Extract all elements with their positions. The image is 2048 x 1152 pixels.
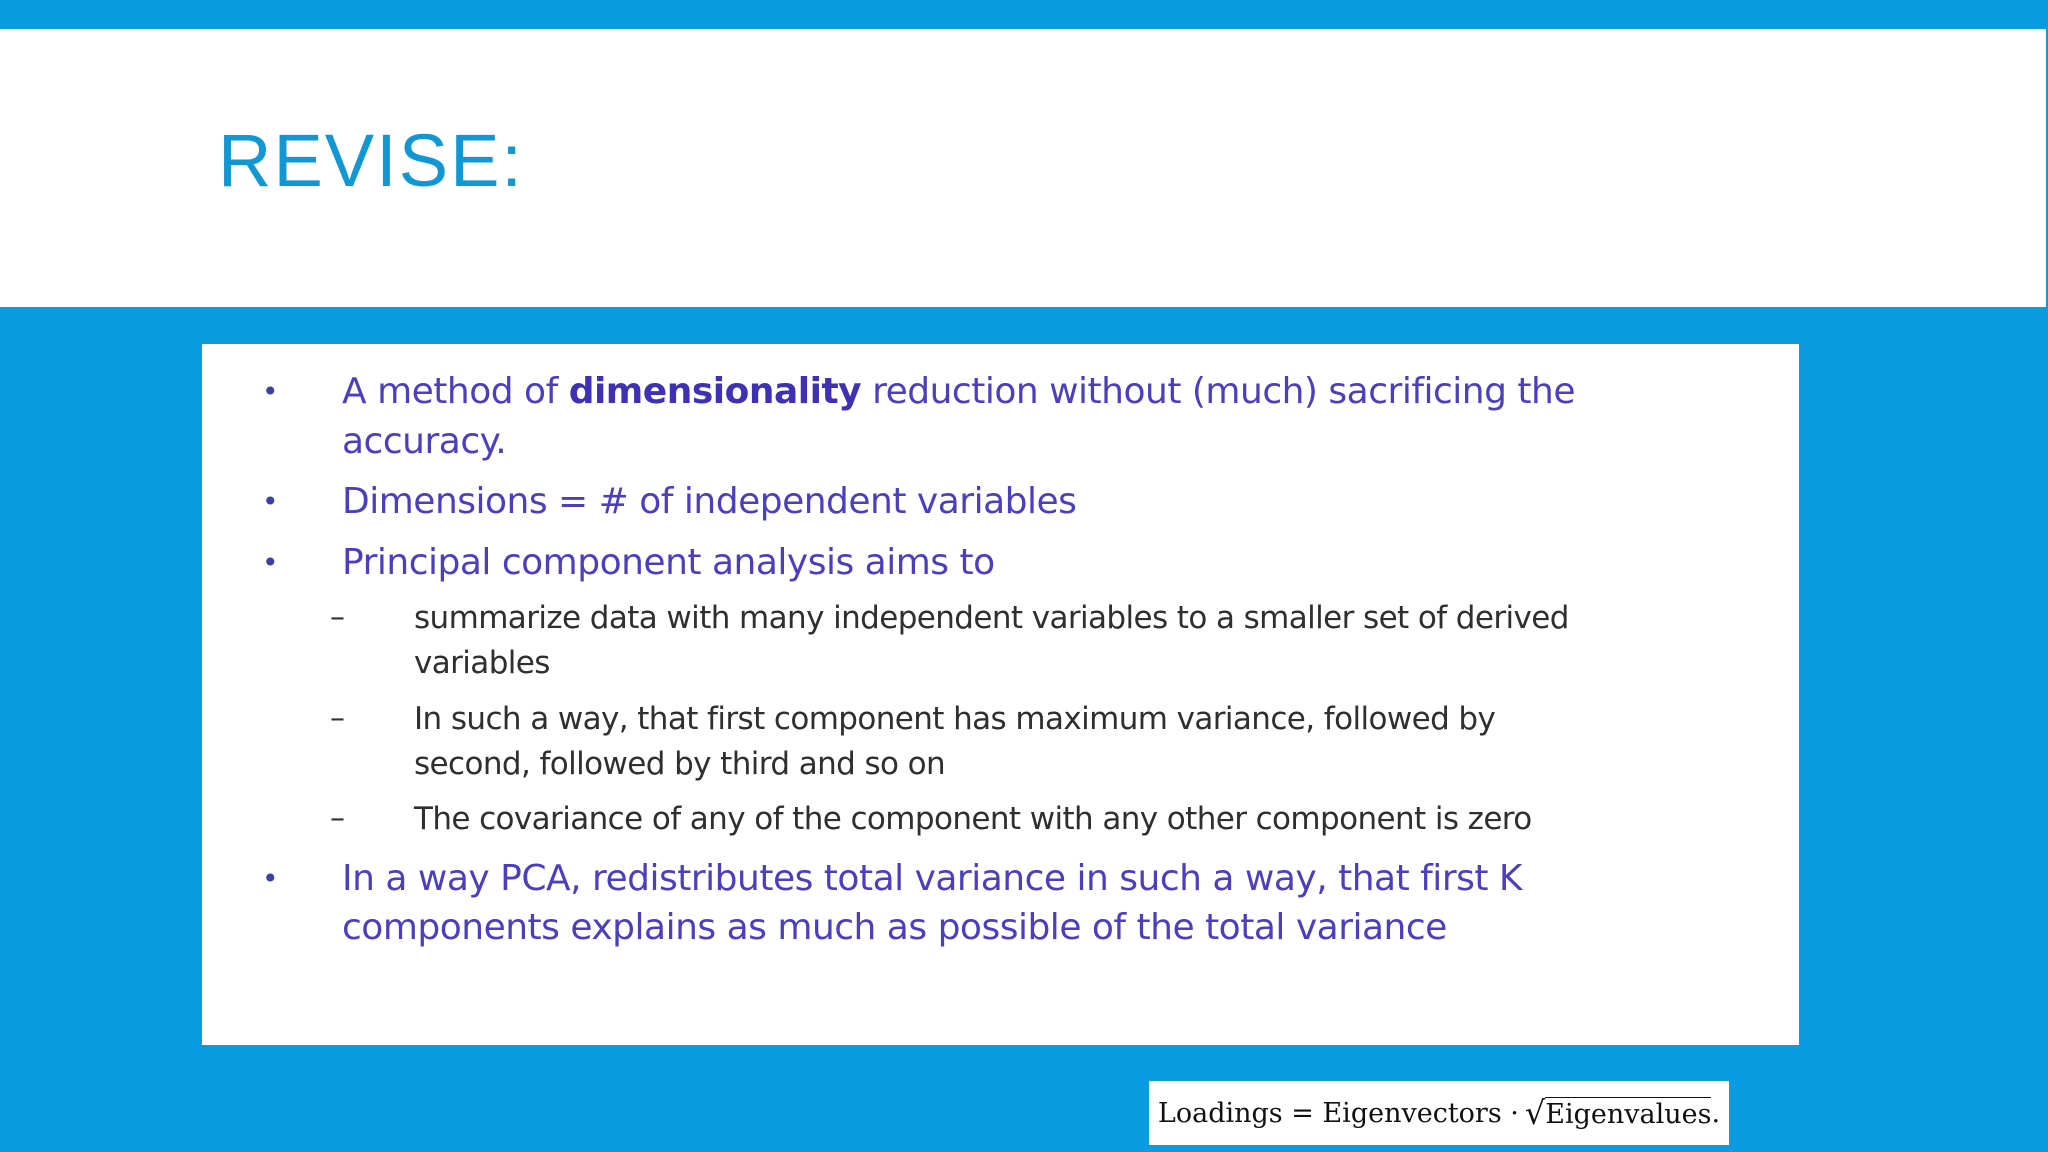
bullet-marker: • [262,546,279,579]
bullet-1-text-pre: A method of [342,371,569,412]
sub-bullet-marker: – [330,801,345,836]
bullet-marker: • [262,862,279,895]
sub-item-2-line-2: second, followed by third and so on [414,746,946,782]
sqrt-symbol: √ [1524,1094,1546,1132]
bullet-3-text: Principal component analysis aims to [342,542,995,583]
bullet-4-line-1: In a way PCA, redistributes total variance in such a way, that first K [342,858,1523,899]
bullet-1-line-2: accuracy. [342,421,507,462]
loadings-formula [1149,1081,1729,1145]
sub-bullet-marker: – [330,600,345,635]
bullet-marker: • [262,375,279,408]
formula-lhs: Loadings [1157,1097,1283,1129]
bullet-4-line-2: components explains as much as possible of the total variance [342,907,1447,948]
formula-end: . [1711,1097,1721,1129]
bullet-marker: • [262,485,279,518]
sub-item-1-line-2: variables [414,645,550,681]
bullet-1-text-post: reduction without (much) sacrificing the [861,371,1575,412]
sub-item-2-line-1: In such a way, that first component has maximum variance, followed by [414,701,1496,737]
top-accent-bar [0,0,2048,29]
bullet-1-text-bold: dimensionality [568,371,862,412]
formula-equals: = [1291,1097,1314,1129]
bullet-1-line-1 [342,371,1575,412]
sub-item-1-line-1: summarize data with many independent variables to a smaller set of derived [414,600,1569,636]
bullet-2-text: Dimensions = # of independent variables [342,481,1077,522]
formula-dot: · [1510,1097,1519,1129]
formula-term: Eigenvectors [1322,1097,1502,1129]
sub-item-3-line-1: The covariance of any of the component with any other component is zero [414,801,1532,837]
slide-title: REVISE: [218,119,524,202]
formula-radicand: Eigenvalues [1545,1098,1712,1130]
sub-bullet-marker: – [330,701,345,736]
